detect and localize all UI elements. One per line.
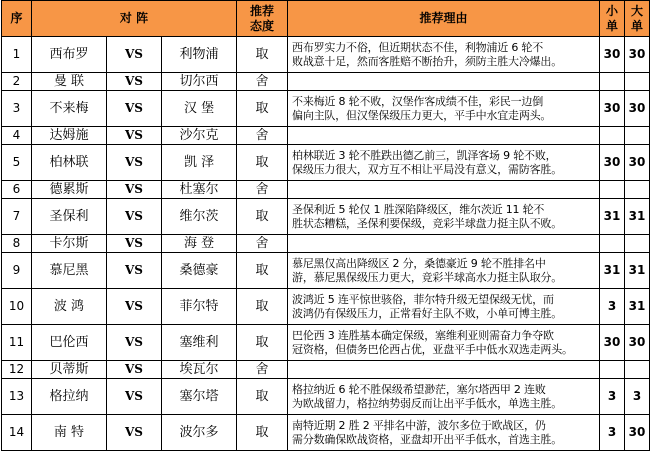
header-small-ticket: 小 单 bbox=[600, 1, 625, 37]
versus-label: VS bbox=[107, 181, 162, 199]
home-team: 圣保利 bbox=[32, 199, 107, 235]
table-row bbox=[2, 91, 650, 127]
versus-label: VS bbox=[107, 235, 162, 253]
table-row bbox=[2, 253, 650, 289]
away-team: 利物浦 bbox=[162, 37, 237, 73]
pick-attitude: 舍 bbox=[237, 127, 288, 145]
away-team: 汉 堡 bbox=[162, 91, 237, 127]
big-ticket-value bbox=[625, 127, 650, 145]
recommendation-table bbox=[1, 0, 650, 451]
away-team: 桑德豪 bbox=[162, 253, 237, 289]
big-ticket-value: 30 bbox=[625, 415, 650, 451]
small-ticket-value bbox=[600, 361, 625, 379]
home-team: 西布罗 bbox=[32, 37, 107, 73]
table-row bbox=[2, 181, 650, 199]
home-team: 不来梅 bbox=[32, 91, 107, 127]
pick-reason: 格拉纳近 6 轮不胜保级希望渺茫，塞尔塔西甲 2 连败 为欧战留力，格拉纳势弱反而让出平手低水，单选主胜。 bbox=[288, 379, 600, 415]
versus-label: VS bbox=[107, 199, 162, 235]
pick-reason: 西布罗实力不俗，但近期状态不佳，利物浦近 6 轮不 败战意十足，然而客胜赔不断抬升，须防主胜大冷爆出。 bbox=[288, 37, 600, 73]
versus-label: VS bbox=[107, 325, 162, 361]
row-index: 14 bbox=[2, 415, 32, 451]
home-team: 达姆施 bbox=[32, 127, 107, 145]
away-team: 杜塞尔 bbox=[162, 181, 237, 199]
pick-reason bbox=[288, 361, 600, 379]
table-row bbox=[2, 127, 650, 145]
away-team: 塞维利 bbox=[162, 325, 237, 361]
pick-attitude: 取 bbox=[237, 145, 288, 181]
pick-attitude: 取 bbox=[237, 325, 288, 361]
small-ticket-value bbox=[600, 127, 625, 145]
pick-reason bbox=[288, 127, 600, 145]
versus-label: VS bbox=[107, 415, 162, 451]
pick-reason bbox=[288, 235, 600, 253]
pick-reason: 巴伦西 3 连胜基本确定保级，塞维利亚则需奋力争夺欧 冠资格，但债务巴伦西占优，亚盘平手中低水双选走两头。 bbox=[288, 325, 600, 361]
pick-attitude: 舍 bbox=[237, 235, 288, 253]
away-team: 切尔西 bbox=[162, 73, 237, 91]
table-row bbox=[2, 145, 650, 181]
home-team: 巴伦西 bbox=[32, 325, 107, 361]
pick-attitude: 取 bbox=[237, 289, 288, 325]
versus-label: VS bbox=[107, 361, 162, 379]
pick-attitude: 取 bbox=[237, 253, 288, 289]
small-ticket-value: 30 bbox=[600, 91, 625, 127]
pick-reason: 慕尼黑仅高出降级区 2 分，桑德豪近 9 轮不胜排名中 游，慕尼黑保级压力更大，竞彩半球高水力挺主队取分。 bbox=[288, 253, 600, 289]
row-index: 13 bbox=[2, 379, 32, 415]
table-row bbox=[2, 325, 650, 361]
row-index: 7 bbox=[2, 199, 32, 235]
row-index: 8 bbox=[2, 235, 32, 253]
away-team: 海 登 bbox=[162, 235, 237, 253]
pick-reason bbox=[288, 73, 600, 91]
versus-label: VS bbox=[107, 91, 162, 127]
away-team: 波尔多 bbox=[162, 415, 237, 451]
versus-label: VS bbox=[107, 379, 162, 415]
away-team: 菲尔特 bbox=[162, 289, 237, 325]
home-team: 格拉纳 bbox=[32, 379, 107, 415]
versus-label: VS bbox=[107, 37, 162, 73]
header-match: 对 阵 bbox=[32, 1, 237, 37]
big-ticket-value: 30 bbox=[625, 37, 650, 73]
pick-attitude: 取 bbox=[237, 37, 288, 73]
big-ticket-value: 3 bbox=[625, 379, 650, 415]
table-row bbox=[2, 73, 650, 91]
row-index: 11 bbox=[2, 325, 32, 361]
small-ticket-value: 31 bbox=[600, 199, 625, 235]
small-ticket-value bbox=[600, 235, 625, 253]
away-team: 维尔茨 bbox=[162, 199, 237, 235]
table-row bbox=[2, 415, 650, 451]
small-ticket-value: 3 bbox=[600, 415, 625, 451]
row-index: 2 bbox=[2, 73, 32, 91]
row-index: 1 bbox=[2, 37, 32, 73]
header-attitude: 推荐 态度 bbox=[237, 1, 288, 37]
big-ticket-value bbox=[625, 235, 650, 253]
versus-label: VS bbox=[107, 289, 162, 325]
big-ticket-value: 30 bbox=[625, 145, 650, 181]
big-ticket-value: 31 bbox=[625, 289, 650, 325]
small-ticket-value bbox=[600, 181, 625, 199]
home-team: 曼 联 bbox=[32, 73, 107, 91]
row-index: 12 bbox=[2, 361, 32, 379]
row-index: 10 bbox=[2, 289, 32, 325]
away-team: 凯 泽 bbox=[162, 145, 237, 181]
table-row bbox=[2, 379, 650, 415]
versus-label: VS bbox=[107, 145, 162, 181]
table-row bbox=[2, 199, 650, 235]
big-ticket-value: 30 bbox=[625, 91, 650, 127]
pick-reason: 波鸿近 5 连平惊世骇俗，菲尔特升级无望保级无忧，而 波鸿仍有保级压力，正常看好主队不败，小单可博主胜。 bbox=[288, 289, 600, 325]
home-team: 卡尔斯 bbox=[32, 235, 107, 253]
away-team: 沙尔克 bbox=[162, 127, 237, 145]
versus-label: VS bbox=[107, 127, 162, 145]
versus-label: VS bbox=[107, 73, 162, 91]
home-team: 柏林联 bbox=[32, 145, 107, 181]
big-ticket-value: 31 bbox=[625, 199, 650, 235]
table-row bbox=[2, 37, 650, 73]
away-team: 埃瓦尔 bbox=[162, 361, 237, 379]
big-ticket-value bbox=[625, 181, 650, 199]
small-ticket-value: 30 bbox=[600, 145, 625, 181]
row-index: 5 bbox=[2, 145, 32, 181]
table-row bbox=[2, 289, 650, 325]
pick-attitude: 取 bbox=[237, 199, 288, 235]
small-ticket-value: 30 bbox=[600, 37, 625, 73]
pick-attitude: 舍 bbox=[237, 73, 288, 91]
row-index: 9 bbox=[2, 253, 32, 289]
big-ticket-value: 31 bbox=[625, 253, 650, 289]
big-ticket-value bbox=[625, 73, 650, 91]
pick-attitude: 舍 bbox=[237, 361, 288, 379]
small-ticket-value: 30 bbox=[600, 325, 625, 361]
home-team: 德累斯 bbox=[32, 181, 107, 199]
home-team: 波 鸿 bbox=[32, 289, 107, 325]
row-index: 4 bbox=[2, 127, 32, 145]
versus-label: VS bbox=[107, 253, 162, 289]
header-row bbox=[2, 1, 650, 37]
header-reason: 推荐理由 bbox=[288, 1, 600, 37]
small-ticket-value: 3 bbox=[600, 379, 625, 415]
big-ticket-value bbox=[625, 361, 650, 379]
pick-reason: 柏林联近 3 轮不胜跌出德乙前三，凯泽客场 9 轮不败， 保级压力很大，双方互不相让平局没有意义，需防客胜。 bbox=[288, 145, 600, 181]
pick-attitude: 取 bbox=[237, 415, 288, 451]
table-row bbox=[2, 235, 650, 253]
big-ticket-value: 30 bbox=[625, 325, 650, 361]
small-ticket-value: 31 bbox=[600, 253, 625, 289]
row-index: 3 bbox=[2, 91, 32, 127]
pick-attitude: 舍 bbox=[237, 181, 288, 199]
small-ticket-value bbox=[600, 73, 625, 91]
home-team: 慕尼黑 bbox=[32, 253, 107, 289]
pick-reason: 不来梅近 8 轮不败，汉堡作客成绩不佳，彩民一边倒 偏向主队，但汉堡保级压力更大，平手中水宜走两头。 bbox=[288, 91, 600, 127]
small-ticket-value: 3 bbox=[600, 289, 625, 325]
away-team: 塞尔塔 bbox=[162, 379, 237, 415]
pick-reason: 圣保利近 5 轮仅 1 胜深陷降级区，维尔茨近 11 轮不 胜状态糟糕，圣保利要保级，竞彩半球盘力挺主队不败。 bbox=[288, 199, 600, 235]
table-row bbox=[2, 361, 650, 379]
pick-attitude: 取 bbox=[237, 91, 288, 127]
pick-reason bbox=[288, 181, 600, 199]
pick-attitude: 取 bbox=[237, 379, 288, 415]
row-index: 6 bbox=[2, 181, 32, 199]
header-index: 序 bbox=[2, 1, 32, 37]
pick-reason: 南特近期 2 胜 2 平排名中游，波尔多位于欧战区，仍 需分数确保欧战资格，亚盘却开出平手低水，首选主胜。 bbox=[288, 415, 600, 451]
home-team: 贝蒂斯 bbox=[32, 361, 107, 379]
header-big-ticket: 大 单 bbox=[625, 1, 650, 37]
home-team: 南 特 bbox=[32, 415, 107, 451]
